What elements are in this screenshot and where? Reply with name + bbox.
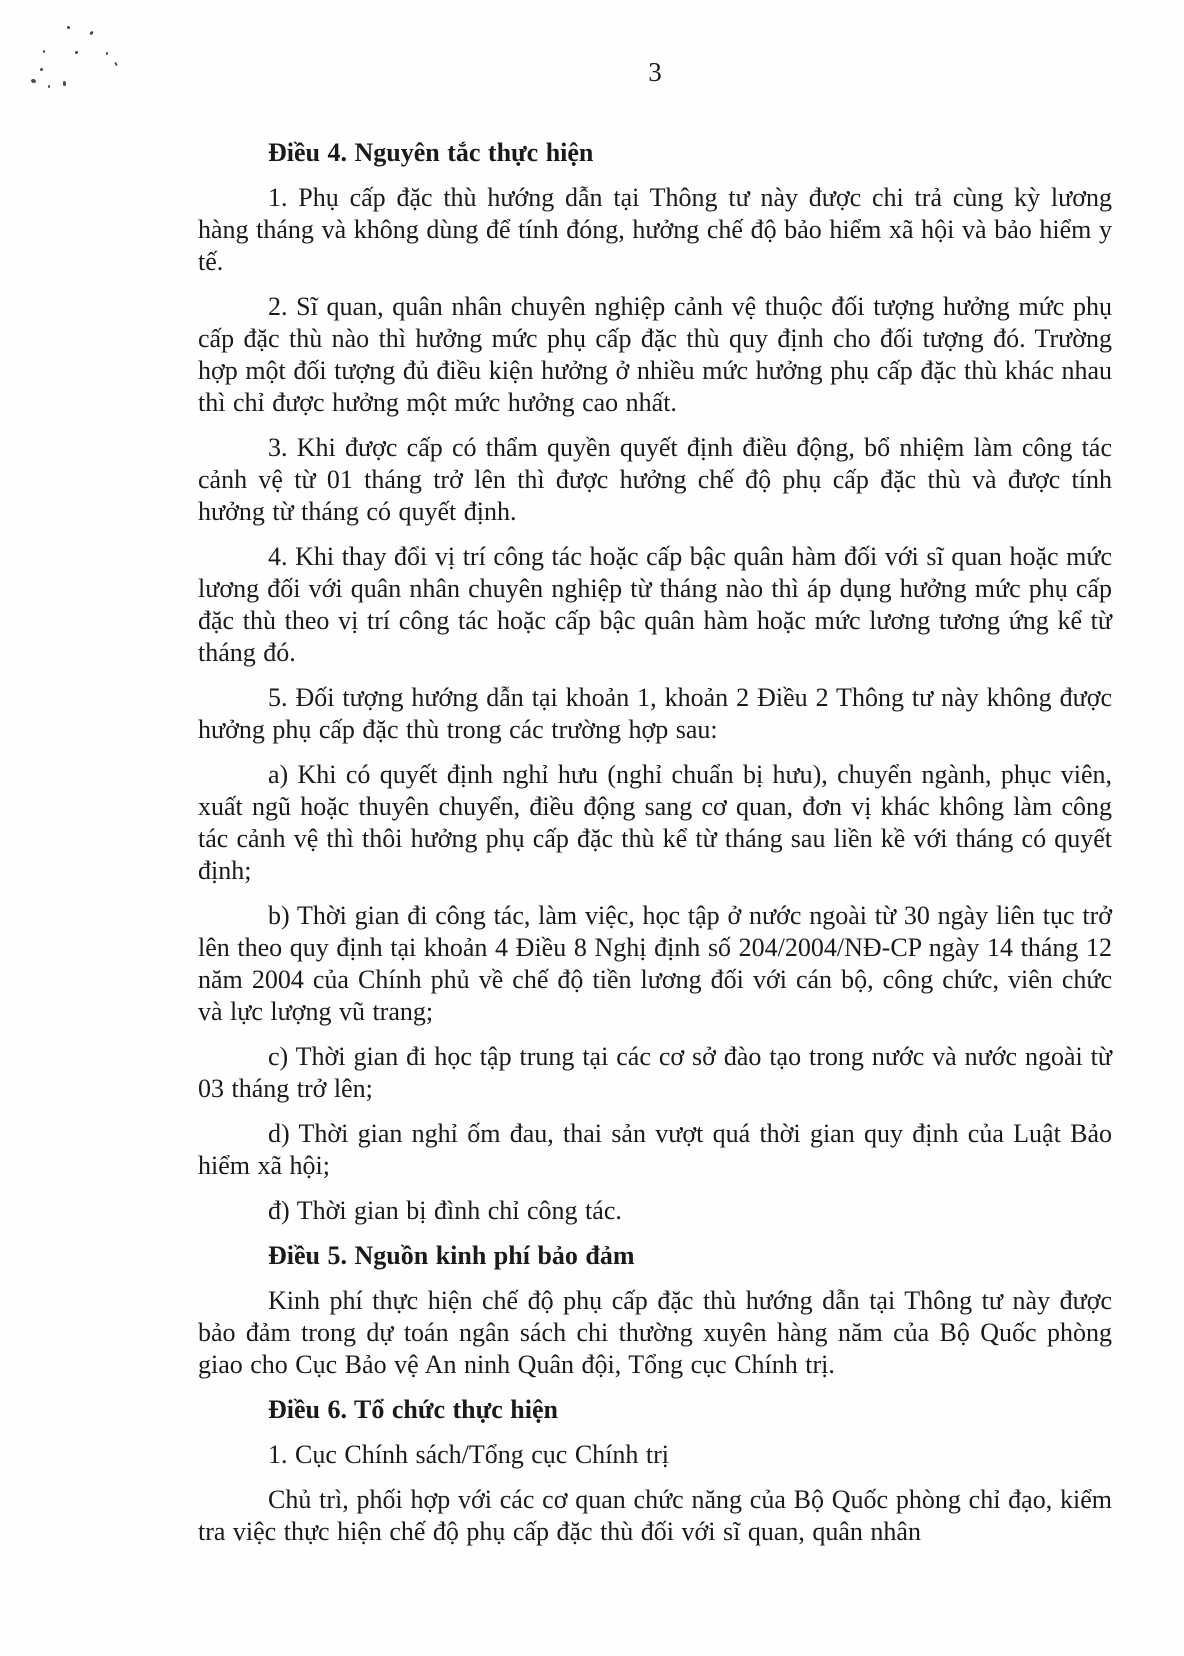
body-paragraph: 4. Khi thay đổi vị trí công tác hoặc cấp bậc quân hàm đối với sĩ quan hoặc mức lương đối với quân nhân chuyên nghiệp từ tháng nào thì áp dụng hưởng mức phụ cấp đặc thù theo vị trí công tác hoặc cấp bậc quân hàm hoặc mức lương tương ứng kể từ tháng đó. bbox=[198, 542, 1112, 667]
article-heading: Điều 6. Tổ chức thực hiện bbox=[268, 1395, 558, 1424]
scan-speckle bbox=[30, 78, 36, 83]
body-paragraph: 3. Khi được cấp có thẩm quyền quyết định điều động, bổ nhiệm làm công tác cảnh vệ từ 01 tháng trở lên thì được hưởng chế độ phụ cấp đặc thù và được tính hưởng từ tháng có quyết định. bbox=[198, 433, 1112, 526]
body-paragraph: 5. Đối tượng hướng dẫn tại khoản 1, khoản 2 Điều 2 Thông tư này không được hưởng phụ cấp đặc thù trong các trường hợp sau: bbox=[198, 683, 1112, 744]
body-paragraph: a) Khi có quyết định nghỉ hưu (nghỉ chuẩn bị hưu), chuyển ngành, phục viên, xuất ngũ hoặc thuyên chuyển, điều động sang cơ quan, đơn vị khác không làm công tác cảnh vệ thì thôi hưởng phụ cấp đặc thù kể từ tháng sau liền kề với tháng có quyết định; bbox=[198, 760, 1112, 885]
scan-speckle bbox=[75, 51, 78, 54]
body-paragraph: 1. Phụ cấp đặc thù hướng dẫn tại Thông tư này được chi trả cùng kỳ lương hàng tháng và không dùng để tính đóng, hưởng chế độ bảo hiểm xã hội và bảo hiểm y tế. bbox=[198, 183, 1112, 276]
body-paragraph: 2. Sĩ quan, quân nhân chuyên nghiệp cảnh vệ thuộc đối tượng hưởng mức phụ cấp đặc thù nào thì hưởng mức phụ cấp đặc thù quy định cho đối tượng đó. Trường hợp một đối tượng đủ điều kiện hưởng ở nhiều mức hưởng phụ cấp đặc thù khác nhau thì chỉ được hưởng một mức hưởng cao nhất. bbox=[198, 292, 1112, 417]
page-number: 3 bbox=[648, 57, 662, 87]
scan-speckle bbox=[43, 50, 45, 53]
scan-speckle bbox=[89, 31, 94, 36]
scan-speckle bbox=[67, 26, 70, 29]
body-paragraph: đ) Thời gian bị đình chỉ công tác. bbox=[268, 1196, 622, 1225]
body-paragraph: b) Thời gian đi công tác, làm việc, học tập ở nước ngoài từ 30 ngày liên tục trở lên theo quy định tại khoản 4 Điều 8 Nghị định số 204/2004/NĐ-CP ngày 14 tháng 12 năm 2004 của Chính phủ về chế độ tiền lương đối với cán bộ, công chức, viên chức và lực lượng vũ trang; bbox=[198, 901, 1112, 1026]
body-paragraph: 1. Cục Chính sách/Tổng cục Chính trị bbox=[268, 1440, 670, 1469]
scan-speckle bbox=[40, 68, 43, 71]
scan-speckle bbox=[48, 85, 50, 88]
article-heading: Điều 4. Nguyên tắc thực hiện bbox=[268, 138, 594, 167]
body-paragraph: c) Thời gian đi học tập trung tại các cơ sở đào tạo trong nước và nước ngoài từ 03 tháng trở lên; bbox=[198, 1042, 1112, 1103]
scan-speckle bbox=[106, 52, 108, 55]
article-heading: Điều 5. Nguồn kinh phí bảo đảm bbox=[268, 1241, 635, 1270]
body-paragraph: Kinh phí thực hiện chế độ phụ cấp đặc thù hướng dẫn tại Thông tư này được bảo đảm trong dự toán ngân sách chi thường xuyên hàng năm của Bộ Quốc phòng giao cho Cục Bảo vệ An ninh Quân đội, Tổng cục Chính trị. bbox=[198, 1286, 1112, 1379]
scan-speckle bbox=[114, 62, 118, 66]
body-paragraph: Chủ trì, phối hợp với các cơ quan chức năng của Bộ Quốc phòng chỉ đạo, kiểm tra việc thực hiện chế độ phụ cấp đặc thù đối với sĩ quan, quân nhân bbox=[198, 1485, 1112, 1546]
document-body bbox=[198, 124, 1112, 1548]
body-paragraph: d) Thời gian nghỉ ốm đau, thai sản vượt quá thời gian quy định của Luật Bảo hiểm xã hội; bbox=[198, 1119, 1112, 1180]
scan-speckle bbox=[63, 81, 66, 86]
